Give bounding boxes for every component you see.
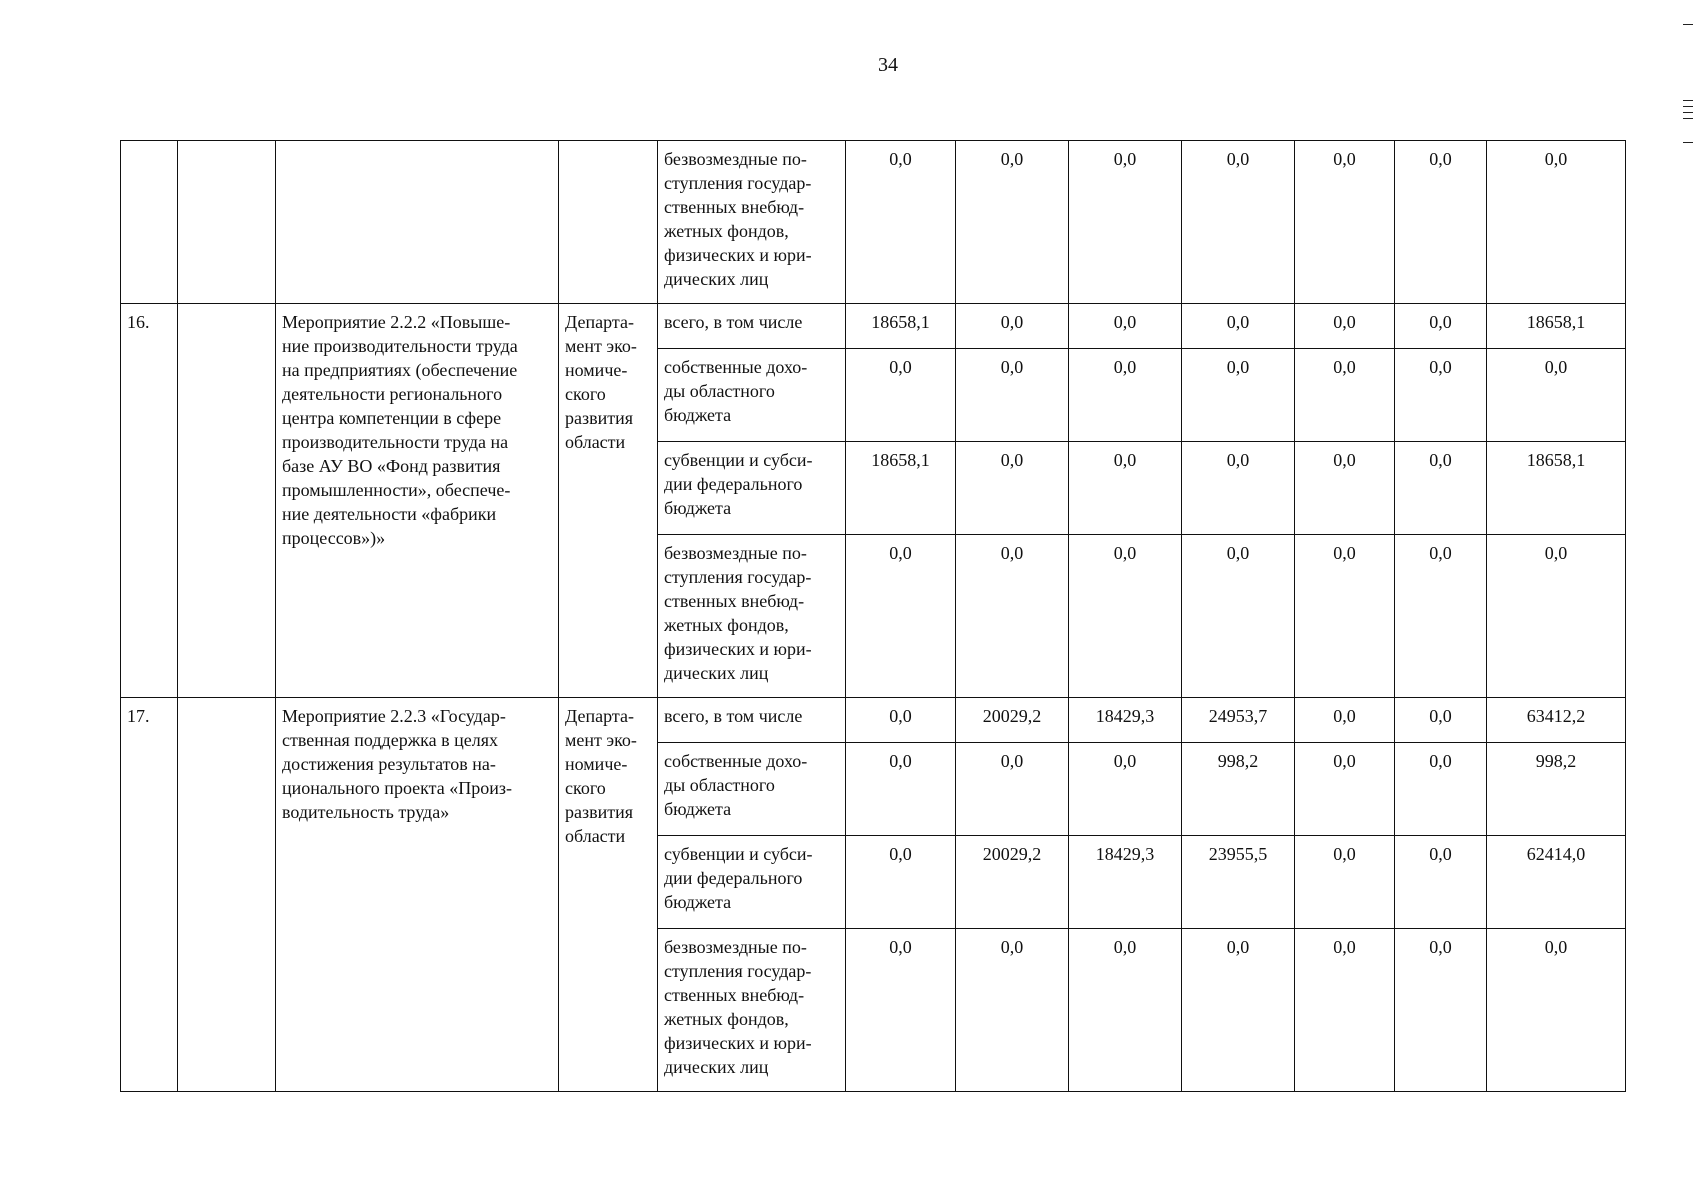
index-cell (121, 141, 178, 304)
value-cell: 0,0 (1069, 929, 1182, 1092)
value-cell: 0,0 (1487, 141, 1626, 304)
value-cell: 0,0 (846, 743, 956, 836)
value-cell: 0,0 (846, 535, 956, 698)
edge-mark (1683, 100, 1693, 101)
value-cell: 18658,1 (846, 442, 956, 535)
value-cell: 0,0 (1069, 141, 1182, 304)
value-cell: 0,0 (846, 929, 956, 1092)
source-gratuitous: безвозмездные по- ступления государ- ственных внебюд- жетных фондов, физических и юри- дических лиц (658, 141, 846, 304)
value-cell: 20029,2 (956, 698, 1069, 743)
source-federal: субвенции и субси- дии федерального бюджета (658, 836, 846, 929)
value-cell: 0,0 (1069, 743, 1182, 836)
edge-mark (1683, 142, 1693, 143)
value-cell: 0,0 (1395, 304, 1487, 349)
budget-table (120, 140, 1626, 1092)
value-cell: 0,0 (1295, 535, 1395, 698)
value-cell: 0,0 (1182, 442, 1295, 535)
value-cell: 20029,2 (956, 836, 1069, 929)
value-cell: 0,0 (1069, 349, 1182, 442)
value-cell: 0,0 (1487, 535, 1626, 698)
source-federal: субвенции и субси- дии федерального бюджета (658, 442, 846, 535)
edge-mark (1683, 106, 1693, 107)
page-number: 34 (878, 54, 898, 76)
value-cell: 0,0 (1182, 141, 1295, 304)
department-cell (559, 141, 658, 304)
item-number: 17. (121, 698, 178, 1092)
value-cell: 0,0 (1295, 836, 1395, 929)
value-cell: 998,2 (1182, 743, 1295, 836)
item-title: Мероприятие 2.2.3 «Государ- ственная поддержка в целях достижения результатов на- ционального проекта «Произ- водительность труда» (276, 698, 559, 1092)
value-cell: 0,0 (1295, 304, 1395, 349)
source-gratuitous: безвозмездные по- ступления государ- ственных внебюд- жетных фондов, физических и юри- дических лиц (658, 929, 846, 1092)
value-cell: 0,0 (1395, 141, 1487, 304)
value-cell: 0,0 (1395, 349, 1487, 442)
source-total: всего, в том числе (658, 698, 846, 743)
value-cell: 0,0 (1395, 442, 1487, 535)
value-cell: 23955,5 (1182, 836, 1295, 929)
value-cell: 0,0 (1295, 141, 1395, 304)
source-gratuitous: безвозмездные по- ступления государ- ственных внебюд- жетных фондов, физических и юри- дических лиц (658, 535, 846, 698)
source-own: собственные дохо- ды областного бюджета (658, 349, 846, 442)
value-cell: 0,0 (956, 442, 1069, 535)
value-cell: 0,0 (1295, 929, 1395, 1092)
item-department: Департа- мент эко- номиче- ского развития области (559, 304, 658, 698)
value-cell: 0,0 (1295, 743, 1395, 836)
value-cell: 0,0 (1182, 349, 1295, 442)
item-number: 16. (121, 304, 178, 698)
value-cell: 24953,7 (1182, 698, 1295, 743)
value-cell: 63412,2 (1487, 698, 1626, 743)
value-cell: 0,0 (1069, 304, 1182, 349)
value-cell: 0,0 (1182, 535, 1295, 698)
value-cell: 18429,3 (1069, 836, 1182, 929)
value-cell: 0,0 (1395, 929, 1487, 1092)
edge-mark (1683, 24, 1693, 25)
source-total: всего, в том числе (658, 304, 846, 349)
value-cell: 62414,0 (1487, 836, 1626, 929)
value-cell: 0,0 (846, 836, 956, 929)
value-cell: 0,0 (846, 349, 956, 442)
value-cell: 0,0 (1295, 349, 1395, 442)
value-cell: 0,0 (1182, 929, 1295, 1092)
value-cell: 0,0 (956, 929, 1069, 1092)
value-cell: 0,0 (1295, 698, 1395, 743)
value-cell: 0,0 (1295, 442, 1395, 535)
value-cell: 0,0 (1395, 698, 1487, 743)
value-cell: 0,0 (1395, 535, 1487, 698)
title-cell (276, 141, 559, 304)
table-row (121, 141, 1626, 304)
item-title: Мероприятие 2.2.2 «Повыше- ние производительности труда на предприятиях (обеспечение деятельности регионального центра компетенции в сфере производительности труда на базе АУ ВО «Фонд развития промышленности», обеспече- ние деятельности «фабрики процессов»)» (276, 304, 559, 698)
value-cell: 0,0 (1487, 349, 1626, 442)
value-cell: 0,0 (846, 141, 956, 304)
code-cell (178, 698, 276, 1092)
value-cell: 0,0 (956, 535, 1069, 698)
value-cell: 0,0 (1069, 442, 1182, 535)
value-cell: 18429,3 (1069, 698, 1182, 743)
code-cell (178, 141, 276, 304)
code-cell (178, 304, 276, 698)
value-cell: 18658,1 (1487, 442, 1626, 535)
value-cell: 998,2 (1487, 743, 1626, 836)
item-department: Департа- мент эко- номиче- ского развития области (559, 698, 658, 1092)
value-cell: 0,0 (1395, 743, 1487, 836)
edge-mark (1683, 112, 1693, 113)
value-cell: 0,0 (1487, 929, 1626, 1092)
value-cell: 0,0 (1069, 535, 1182, 698)
value-cell: 18658,1 (1487, 304, 1626, 349)
value-cell: 18658,1 (846, 304, 956, 349)
source-own: собственные дохо- ды областного бюджета (658, 743, 846, 836)
value-cell: 0,0 (1182, 304, 1295, 349)
value-cell: 0,0 (956, 743, 1069, 836)
table-row (121, 304, 1626, 349)
edge-mark (1683, 118, 1693, 119)
value-cell: 0,0 (846, 698, 956, 743)
value-cell: 0,0 (956, 141, 1069, 304)
value-cell: 0,0 (1395, 836, 1487, 929)
value-cell: 0,0 (956, 349, 1069, 442)
value-cell: 0,0 (956, 304, 1069, 349)
table-row (121, 698, 1626, 743)
